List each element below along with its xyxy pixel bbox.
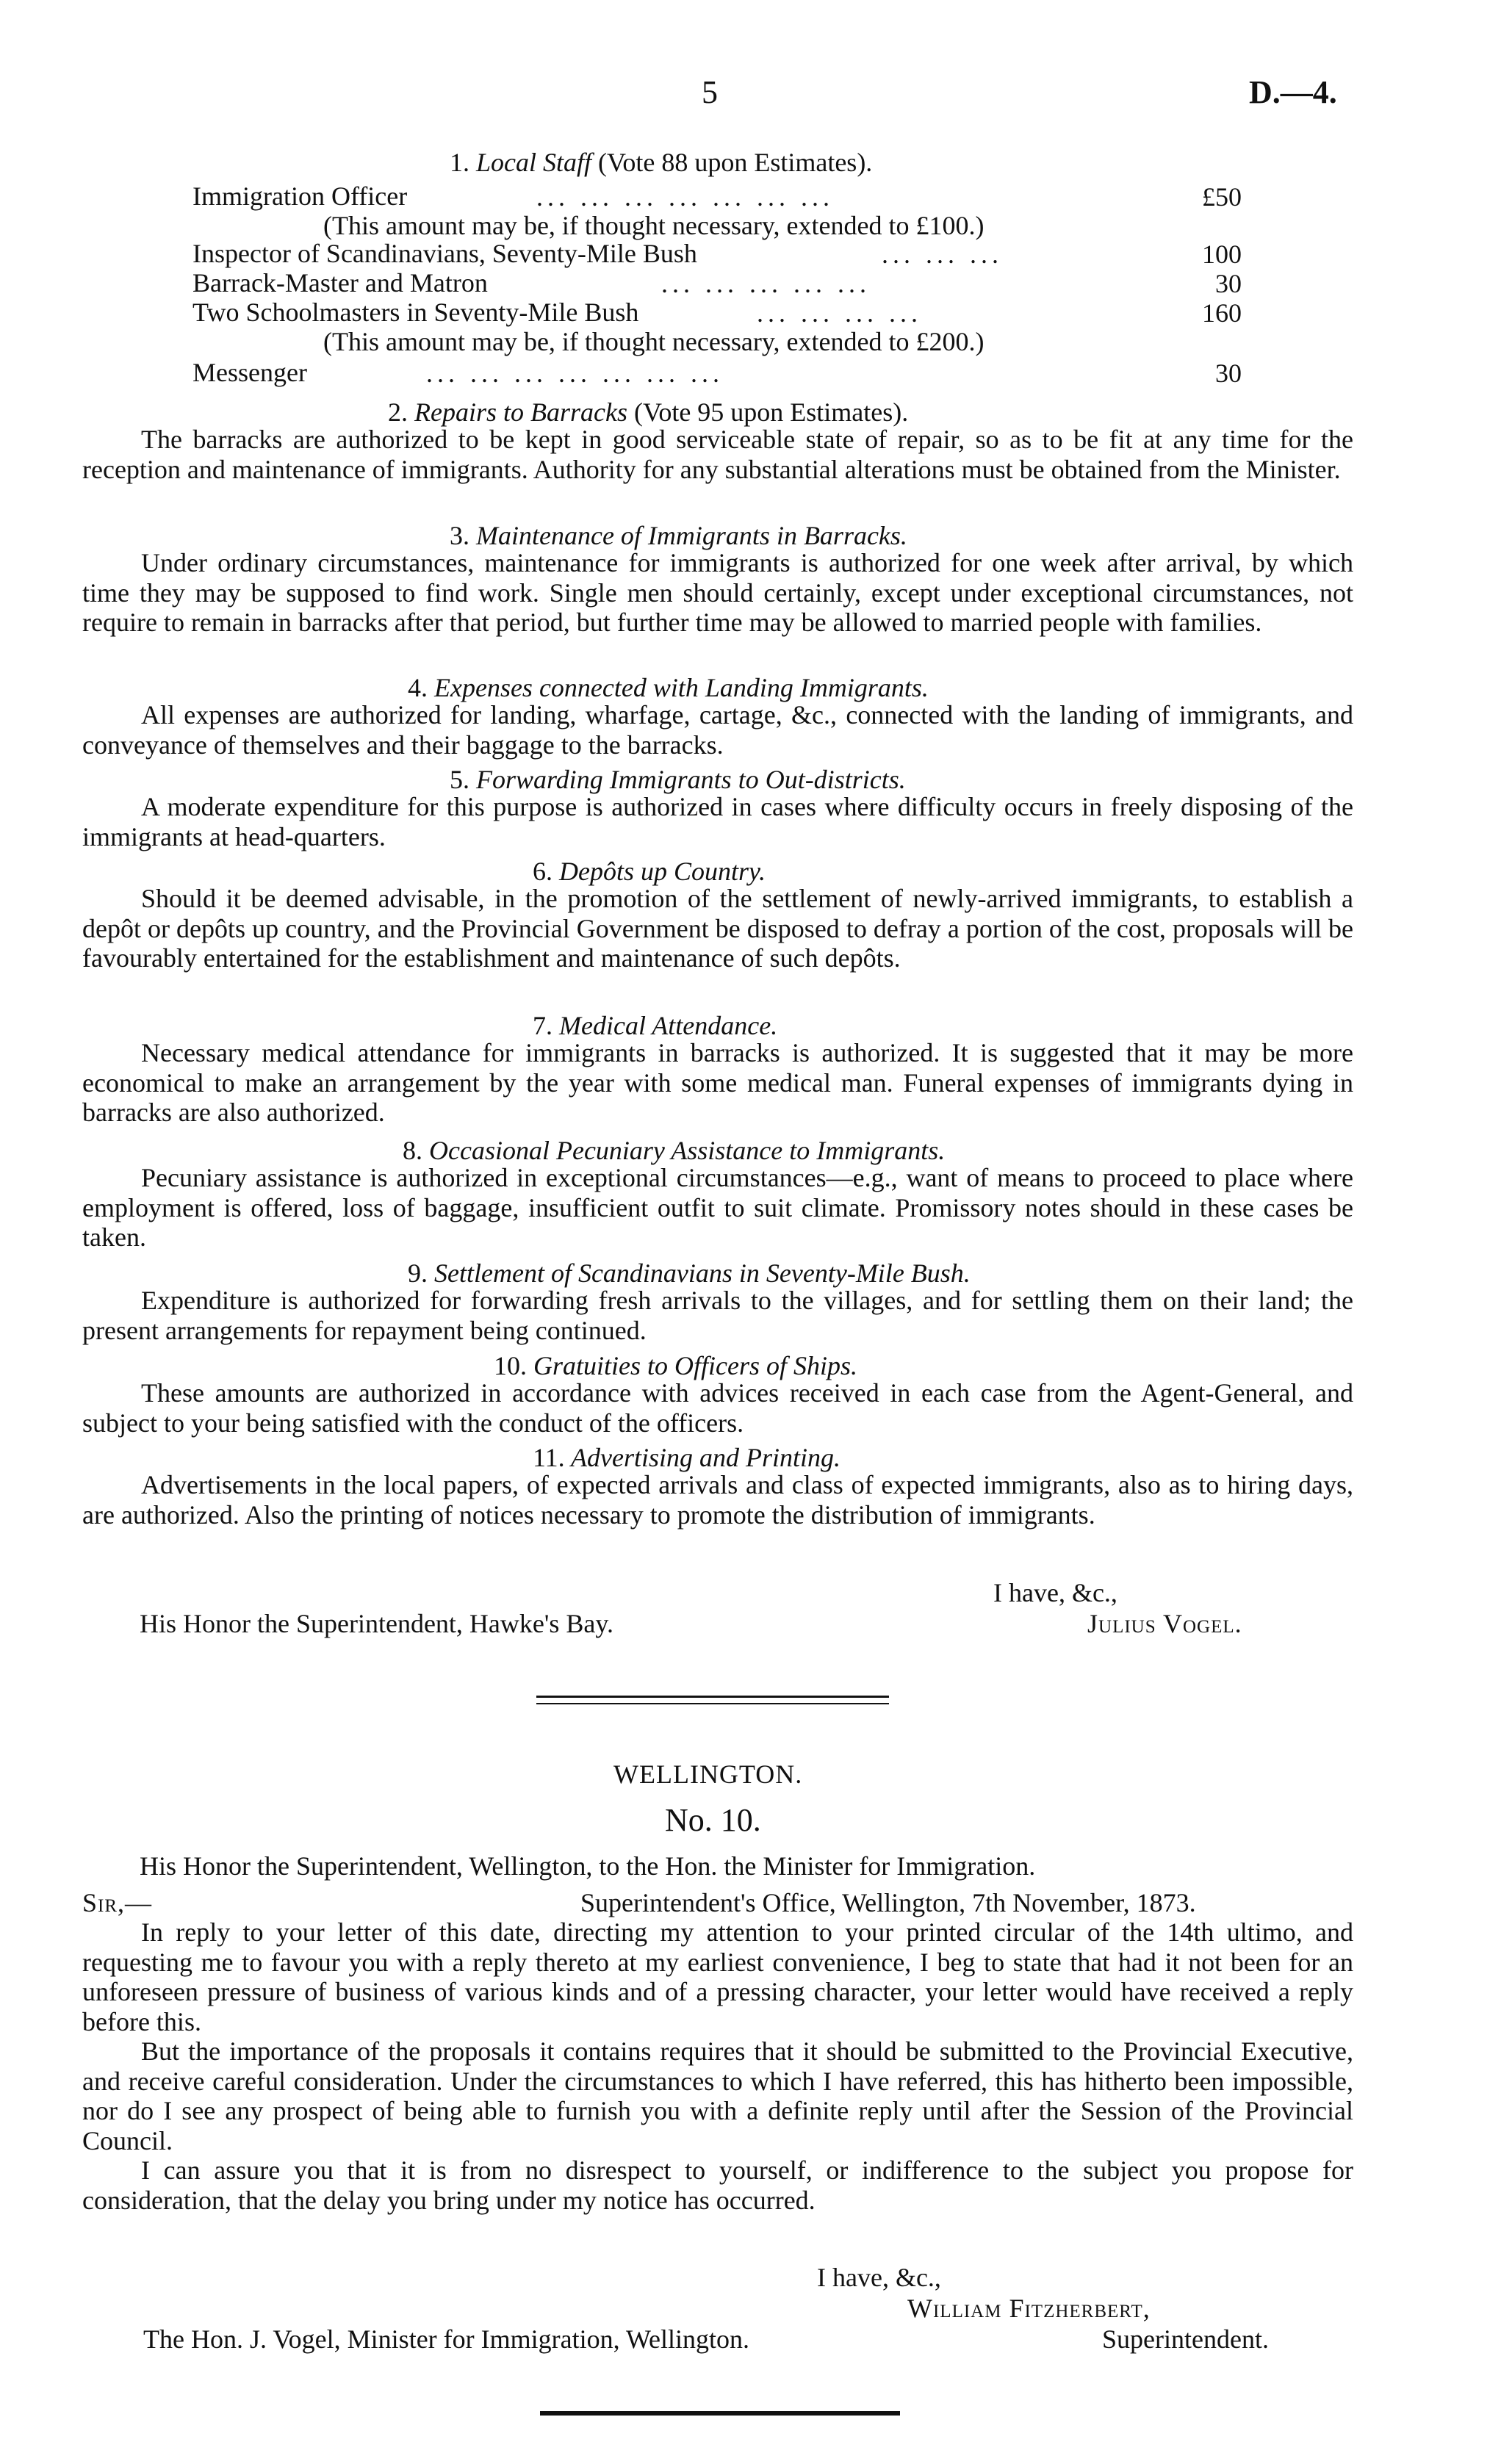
leader-dots: ... ... ... ... ... ... ... — [536, 182, 834, 212]
letter-number: No. 10. — [665, 1802, 761, 1838]
leader-dots: ... ... ... — [882, 239, 1003, 269]
place-heading: WELLINGTON. — [613, 1759, 803, 1789]
section-7-text: Necessary medical attendance for immigrants in barracks is authorized. It is suggested that it may be more economical to make an arrangement by the year with some medical man. Funeral expenses of immigrants dying in barracks are also authorized. — [82, 1038, 1353, 1127]
staff-item-amount: 30 — [1215, 269, 1242, 298]
closing-i-have: I have, &c., — [817, 2263, 941, 2292]
leader-dots: ... ... ... ... ... — [661, 269, 871, 298]
section-4-heading: 4. Expenses connected with Landing Immigrants. — [408, 673, 929, 702]
section-9-text: Expenditure is authorized for forwarding fresh arrivals to the villages, and for settling them on their land; the present arrangements for repayment being continued. — [82, 1286, 1353, 1345]
salutation: Sir,— — [82, 1888, 153, 1917]
section-6-heading: 6. Depôts up Country. — [533, 857, 766, 886]
staff-note: (This amount may be, if thought necessary, extended to £200.) — [323, 327, 985, 356]
signatory-title: Superintendent. — [1102, 2324, 1269, 2354]
section-8-heading: 8. Occasional Pecuniary Assistance to Immigrants. — [403, 1136, 946, 1165]
staff-item-label: Messenger — [192, 358, 307, 387]
section-10-text: These amounts are authorized in accordance with advices received in each case from the Agent-General, and subject to your being satisfied with the conduct of the officers. — [82, 1378, 1353, 1438]
section-5-text: A moderate expenditure for this purpose is authorized in cases where difficulty occurs in freely disposing of the immigrants at head-quarters. — [82, 792, 1353, 851]
staff-item-label: Immigration Officer — [192, 181, 408, 211]
dateline: Superintendent's Office, Wellington, 7th November, 1873. — [580, 1888, 1196, 1917]
leader-dots: ... ... ... ... — [757, 298, 922, 328]
staff-item-amount: 30 — [1215, 359, 1242, 388]
addressee: His Honor the Superintendent, Hawke's Bay. — [140, 1609, 614, 1638]
staff-item-amount: £50 — [1202, 182, 1242, 212]
page-number: 5 — [702, 74, 718, 110]
closing-i-have: I have, &c., — [993, 1578, 1117, 1607]
staff-note: (This amount may be, if thought necessary, extended to £100.) — [323, 211, 985, 240]
section-11-heading: 11. Advertising and Printing. — [533, 1443, 841, 1472]
section-6-text: Should it be deemed advisable, in the promotion of the settlement of newly-arrived immigrants, to establish a depôt or depôts up country, and the Provincial Government be disposed to defray a portion of the cost, proposals will be favourably entertained for the establishment and maintenance of such depôts. — [82, 884, 1353, 973]
staff-item-amount: 100 — [1202, 239, 1242, 269]
section-4-text: All expenses are authorized for landing, wharfage, cartage, &c., connected with the landing of immigrants, and conveyance of themselves and their baggage to the barracks. — [82, 700, 1353, 760]
signature: William Fitzherbert, — [907, 2294, 1151, 2323]
staff-item-amount: 160 — [1202, 298, 1242, 328]
letter-body: In reply to your letter of this date, directing my attention to your printed circular of the 14th ultimo, and requesting me to favour you with a reply thereto at my earliest convenience, I beg to state that had it not been for an unforeseen pressure of business of various kinds and of a pressing character, your letter would have received a reply before this. But the importance of the proposals it contains requires that it should be submitted to the Provincial Executive, and receive careful consideration. Under the circumstances to which I have referred, this has hitherto been impossible, nor do I see any prospect of being able to furnish you with a definite reply until after the Session of the Provincial Council. I can assure you that it is from no disrespect to yourself, or indifference to the subject you propose for consideration, that the delay you bring under my notice has occurred. — [82, 1917, 1353, 2215]
staff-item-label: Inspector of Scandinavians, Seventy-Mile Bush — [192, 239, 697, 268]
section-10-heading: 10. Gratuities to Officers of Ships. — [494, 1351, 857, 1380]
section-1-heading: 1. Local Staff (Vote 88 upon Estimates). — [450, 148, 873, 177]
from-to-line: His Honor the Superintendent, Wellington, to the Hon. the Minister for Immigration. — [140, 1851, 1036, 1881]
section-5-heading: 5. Forwarding Immigrants to Out-districts. — [450, 765, 906, 794]
section-3-text: Under ordinary circumstances, maintenance for immigrants is authorized for one week after arrival, by which time they may be supposed to find work. Single men should certainly, except under exceptional circumstances, not require to remain in barracks after that period, but further time may be allowed to married people with families. — [82, 548, 1353, 637]
section-9-heading: 9. Settlement of Scandinavians in Seventy-Mile Bush. — [408, 1258, 971, 1288]
document-code: D.—4. — [1249, 74, 1337, 110]
staff-item-label: Barrack-Master and Matron — [192, 268, 488, 298]
section-2-text: The barracks are authorized to be kept in good serviceable state of repair, so as to be fit at any time for the reception and maintenance of immigrants. Authority for any substantial alterations must be obtained from the Minister. — [82, 425, 1353, 484]
section-8-text: Pecuniary assistance is authorized in exceptional circumstances—e.g., want of means to proceed to place where employment is offered, loss of baggage, insufficient outfit to suit climate. Promissory notes should in these cases be taken. — [82, 1163, 1353, 1252]
section-2-heading: 2. Repairs to Barracks (Vote 95 upon Estimates). — [388, 397, 909, 427]
signature: Julius Vogel. — [1087, 1609, 1242, 1638]
staff-item-label: Two Schoolmasters in Seventy-Mile Bush — [192, 298, 639, 327]
section-7-heading: 7. Medical Attendance. — [533, 1011, 778, 1040]
separator-rule — [536, 1696, 889, 1698]
bottom-rule — [540, 2411, 900, 2416]
section-3-heading: 3. Maintenance of Immigrants in Barracks. — [450, 521, 907, 550]
separator-rule — [536, 1703, 889, 1704]
leader-dots: ... ... ... ... ... ... ... — [426, 359, 724, 388]
addressee: The Hon. J. Vogel, Minister for Immigration, Wellington. — [143, 2324, 750, 2354]
section-11-text: Advertisements in the local papers, of expected arrivals and class of expected immigrants, also as to hiring days, are authorized. Also the printing of notices necessary to promote the distribution of immigrants. — [82, 1470, 1353, 1530]
